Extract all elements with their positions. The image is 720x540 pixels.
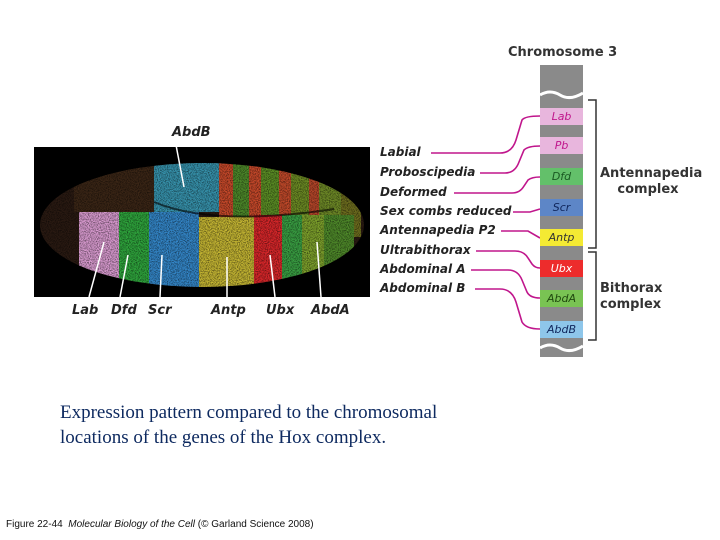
embryo-label-lab: Lab (72, 303, 99, 318)
bithorax-line1: Bithorax (600, 281, 663, 296)
band-ubx (540, 260, 583, 277)
band-antp (540, 229, 583, 246)
gene-abdominal-a: Abdominal A (380, 262, 466, 276)
embryo-label-scr: Scr (148, 303, 172, 318)
embryo-label-ubx: Ubx (266, 303, 295, 318)
band-label-pb: Pb (554, 139, 569, 152)
band-abda (540, 290, 583, 307)
bithorax-complex-label (600, 281, 662, 313)
band-label-lab: Lab (551, 110, 572, 123)
gene-deformed: Deformed (380, 185, 447, 199)
chromosome-title: Chromosome 3 (508, 45, 618, 60)
embryo-label-abda: AbdA (311, 303, 350, 318)
band-label-antp: Antp (548, 231, 575, 244)
bithorax-line2: complex (600, 297, 662, 312)
footer-book-title: Molecular Biology of the Cell (68, 519, 195, 530)
footer-figure-number: Figure 22-44 (6, 519, 63, 530)
gene-abdominal-b: Abdominal B (380, 281, 466, 295)
embryo-label-antp: Antp (211, 303, 246, 318)
gene-ultrabithorax: Ultrabithorax (380, 243, 471, 257)
band-pb (540, 137, 583, 154)
band-label-abda: AbdA (546, 292, 576, 305)
figure-caption (60, 400, 437, 450)
complex-brackets (586, 98, 600, 344)
embryo-label-dfd: Dfd (111, 303, 137, 318)
band-label-ubx: Ubx (550, 262, 573, 275)
caption-line-1: Expression pattern compared to the chromosomal (60, 402, 438, 423)
gene-antennapedia-p2: Antennapedia P2 (380, 223, 496, 237)
band-label-abdb: AbdB (546, 323, 577, 336)
antennapedia-line1: Antennapedia (600, 166, 703, 181)
antennapedia-line2: complex (617, 182, 679, 197)
embryo-label-abdb: AbdB (172, 125, 211, 140)
band-scr (540, 199, 583, 216)
antennapedia-complex-label (600, 166, 703, 198)
band-label-dfd: Dfd (551, 170, 572, 183)
gene-labial: Labial (380, 145, 421, 159)
footer-credit: (© Garland Science 2008) (197, 519, 314, 530)
figure-footer (6, 519, 314, 530)
gene-sex-combs-reduced: Sex combs reduced (380, 204, 512, 218)
band-label-scr: Scr (552, 201, 571, 214)
band-dfd (540, 168, 583, 185)
gene-proboscipedia: Proboscipedia (380, 165, 476, 179)
band-abdb (540, 321, 583, 338)
caption-line-2: locations of the genes of the Hox complex. (60, 427, 387, 448)
band-lab (540, 108, 583, 125)
